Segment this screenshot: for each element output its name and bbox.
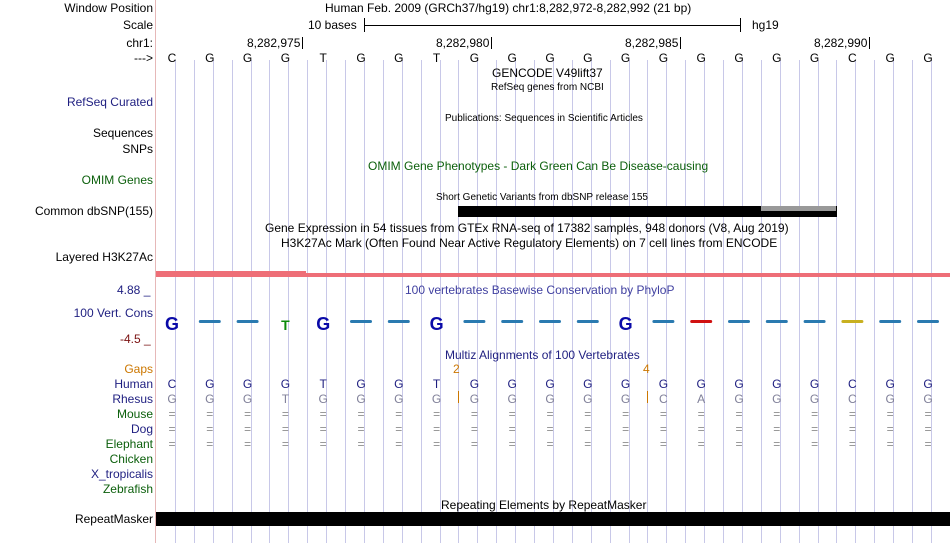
human-base: G (809, 377, 820, 391)
human-base: G (885, 377, 895, 391)
h3k27ac-track-title[interactable]: H3K27Ac Mark (Often Found Near Active Regulatory Elements) on 7 cell lines from ENCODE (281, 236, 778, 250)
phylop-min-label: -4.5 _ (120, 332, 151, 346)
window-position-label: Window Position (64, 1, 153, 15)
rhesus-base: G (356, 392, 366, 406)
human-base: G (658, 377, 669, 391)
human-base: T (319, 377, 327, 391)
repeat-track-title[interactable]: Repeating Elements by RepeatMasker (441, 498, 647, 512)
mouse-match: = (659, 407, 667, 421)
elephant-match: = (622, 437, 630, 451)
species-label[interactable]: Chicken (109, 452, 153, 466)
mouse-match: = (319, 407, 327, 421)
elephant-match: = (508, 437, 516, 451)
mouse-match: = (281, 407, 289, 421)
logo-stack (388, 320, 410, 323)
window-position-value: Human Feb. 2009 (GRCh37/hg19) chr1:8,282,972-8,282,992 (21 bp) (325, 1, 692, 15)
common-dbsnp-label[interactable]: Common dbSNP(155) (34, 204, 153, 218)
dog-match: = (622, 422, 630, 436)
logo-stack (804, 320, 826, 323)
h3k27ac-signal-peak (156, 271, 306, 273)
human-base: G (507, 377, 517, 391)
rhesus-base: G (318, 392, 328, 406)
mouse-match: = (697, 407, 705, 421)
base: T (432, 51, 441, 65)
rhesus-base: G (620, 392, 631, 406)
dog-match: = (319, 422, 327, 436)
rhesus-base: G (205, 392, 215, 406)
logo-stack (463, 320, 485, 323)
logo-stack (917, 320, 939, 323)
rhesus-base: G (583, 392, 593, 406)
scale-assembly-text: hg19 (752, 18, 779, 32)
logo-stack (841, 320, 863, 323)
mouse-match: = (206, 407, 214, 421)
logo-stack (237, 320, 259, 323)
rhesus-base: G (885, 392, 895, 406)
elephant-match: = (659, 437, 667, 451)
rhesus-base: G (431, 392, 442, 406)
logo-stack (766, 320, 788, 323)
species-label[interactable]: Zebrafish (102, 482, 153, 496)
logo-stack (652, 320, 674, 323)
mouse-match: = (622, 407, 630, 421)
gap-count-1: 2 (453, 362, 460, 376)
logo-letter: G (429, 314, 444, 334)
rhesus-base: G (167, 392, 177, 406)
dog-match: = (773, 422, 781, 436)
phylop-max-label: 4.88 _ (117, 283, 151, 297)
tick-8282980: 8,282,980 (436, 36, 492, 50)
elephant-match: = (811, 437, 819, 451)
dog-match: = (546, 422, 554, 436)
dog-match: = (244, 422, 252, 436)
logo-stack (690, 320, 712, 323)
base: G (583, 51, 593, 65)
elephant-match: = (470, 437, 478, 451)
base: G (356, 51, 366, 65)
species-label[interactable]: Mouse (116, 407, 153, 421)
logo-stack (501, 320, 523, 323)
dbsnp-track-title[interactable]: Short Genetic Variants from dbSNP release 155 (436, 192, 648, 203)
rhesus-base: G (734, 392, 744, 406)
dog-match: = (584, 422, 592, 436)
rhesus-base: G (923, 392, 933, 406)
human-base: G (923, 377, 933, 391)
rhesus-base: G (809, 392, 820, 406)
dog-match: = (924, 422, 932, 436)
rhesus-base: G (545, 392, 555, 406)
dog-match: = (433, 422, 441, 436)
logo-stack (577, 320, 599, 323)
mouse-match: = (811, 407, 819, 421)
rhesus-base: G (242, 392, 253, 406)
base: G (394, 51, 404, 65)
mouse-match: = (357, 407, 365, 421)
rhesus-base: T (281, 392, 290, 406)
mouse-match: = (924, 407, 932, 421)
human-base: G (280, 377, 291, 391)
gtex-track-title[interactable]: Gene Expression in 54 tissues from GTEx RNA-seq of 17382 samples, 948 donors (V8, Aug 2019) (265, 221, 789, 235)
human-base: G (242, 377, 253, 391)
human-base: G (205, 377, 215, 391)
base: G (620, 51, 631, 65)
mouse-match: = (433, 407, 441, 421)
base: G (923, 51, 933, 65)
base: G (658, 51, 669, 65)
rhesus-base: C (848, 392, 857, 406)
elephant-match: = (546, 437, 554, 451)
omim-genes-label[interactable]: OMIM Genes (81, 173, 153, 187)
gap-marker-2 (647, 391, 648, 403)
elephant-match: = (584, 437, 592, 451)
human-base: G (469, 377, 480, 391)
human-base: G (394, 377, 404, 391)
refseq-curated-label[interactable]: RefSeq Curated (66, 95, 153, 109)
base: G (696, 51, 706, 65)
logo-letter: G (618, 314, 633, 334)
multiz-track-title[interactable]: Multiz Alignments of 100 Vertebrates (445, 348, 640, 362)
scale-bar (364, 18, 741, 32)
elephant-match: = (848, 437, 856, 451)
dog-match: = (811, 422, 819, 436)
dog-match: = (395, 422, 403, 436)
human-base: G (545, 377, 555, 391)
species-label[interactable]: Elephant (105, 437, 153, 451)
logo-stack (728, 320, 750, 323)
conservation-logo (0, 312, 950, 342)
elephant-match: = (773, 437, 781, 451)
phylop-track-title[interactable]: 100 vertebrates Basewise Conservation by PhyloP (405, 283, 675, 297)
rhesus-base: G (507, 392, 517, 406)
logo-letter: G (316, 314, 331, 334)
logo-letter: T (281, 317, 290, 333)
base: G (280, 51, 291, 65)
gencode-track-title[interactable]: GENCODE V49lift37 (492, 66, 603, 80)
base: G (242, 51, 253, 65)
mouse-match: = (395, 407, 403, 421)
base: G (469, 51, 480, 65)
elephant-match: = (395, 437, 403, 451)
rhesus-base: G (469, 392, 480, 406)
mouse-match: = (773, 407, 781, 421)
mouse-match: = (584, 407, 592, 421)
base: G (772, 51, 782, 65)
human-base: G (356, 377, 366, 391)
chrom-label: chr1: (126, 36, 153, 50)
base: G (809, 51, 820, 65)
human-base: G (620, 377, 631, 391)
gap-marker-1 (458, 391, 459, 403)
mouse-match: = (546, 407, 554, 421)
base: G (545, 51, 555, 65)
dog-match: = (508, 422, 516, 436)
elephant-match: = (886, 437, 894, 451)
logo-stack (350, 320, 372, 323)
mouse-match: = (470, 407, 478, 421)
mouse-match: = (168, 407, 176, 421)
base: C (167, 51, 177, 65)
base: T (319, 51, 327, 65)
refseq-track-title[interactable]: RefSeq genes from NCBI (491, 82, 604, 93)
dog-match: = (357, 422, 365, 436)
h3k27ac-signal-bar (156, 273, 950, 277)
rhesus-base: C (659, 392, 668, 406)
strand-label: ---> (134, 51, 153, 65)
layered-h3k27ac-label[interactable]: Layered H3K27Ac (55, 250, 153, 264)
rhesus-base: G (394, 392, 404, 406)
base: G (507, 51, 517, 65)
elephant-match: = (357, 437, 365, 451)
vert-cons-label[interactable]: 100 Vert. Cons (73, 306, 153, 320)
human-base: G (734, 377, 744, 391)
gap-count-2: 4 (643, 362, 650, 376)
elephant-match: = (433, 437, 441, 451)
elephant-match: = (168, 437, 176, 451)
dog-match: = (886, 422, 894, 436)
dog-match: = (281, 422, 289, 436)
mouse-match: = (244, 407, 252, 421)
dog-match: = (168, 422, 176, 436)
tick-8282990: 8,282,990 (814, 36, 870, 50)
species-label[interactable]: Rhesus (112, 392, 153, 406)
base: C (848, 51, 857, 65)
tick-8282975: 8,282,975 (247, 36, 303, 50)
elephant-match: = (281, 437, 289, 451)
human-base: G (696, 377, 706, 391)
sequences-label[interactable]: Sequences (92, 126, 153, 140)
logo-stack (539, 320, 561, 323)
mouse-match: = (508, 407, 516, 421)
dbsnp-variant-shade (761, 206, 836, 211)
elephant-match: = (206, 437, 214, 451)
base: G (885, 51, 895, 65)
omim-track-title[interactable]: OMIM Gene Phenotypes - Dark Green Can Be Disease-causing (368, 159, 709, 173)
species-label[interactable]: Human (114, 377, 153, 391)
rhesus-base: A (697, 392, 706, 406)
human-base: T (432, 377, 441, 391)
human-base: C (167, 377, 177, 391)
dog-match: = (697, 422, 705, 436)
base: G (734, 51, 744, 65)
logo-stack (879, 320, 901, 323)
repeatmasker-bar[interactable] (156, 512, 950, 526)
publications-track-title[interactable]: Publications: Sequences in Scientific Articles (445, 113, 643, 124)
human-base: C (848, 377, 857, 391)
dog-match: = (735, 422, 743, 436)
dog-match: = (470, 422, 478, 436)
mouse-match: = (735, 407, 743, 421)
scale-bases-text: 10 bases (308, 18, 357, 32)
elephant-match: = (697, 437, 705, 451)
mouse-match: = (848, 407, 856, 421)
dog-match: = (659, 422, 667, 436)
logo-letter: G (164, 314, 180, 334)
elephant-match: = (244, 437, 252, 451)
logo-stack (199, 320, 221, 323)
dog-match: = (848, 422, 856, 436)
gaps-label: Gaps (124, 362, 153, 376)
human-base: G (772, 377, 782, 391)
mouse-match: = (886, 407, 894, 421)
snps-label[interactable]: SNPs (122, 142, 153, 156)
elephant-match: = (735, 437, 743, 451)
rhesus-base: G (772, 392, 782, 406)
repeatmasker-label[interactable]: RepeatMasker (74, 512, 153, 526)
human-base: G (583, 377, 593, 391)
dog-match: = (206, 422, 214, 436)
scale-label: Scale (122, 18, 153, 32)
species-label[interactable]: X_tropicalis (90, 467, 153, 481)
base: G (205, 51, 215, 65)
tick-8282985: 8,282,985 (625, 36, 681, 50)
elephant-match: = (924, 437, 932, 451)
species-label[interactable]: Dog (130, 422, 153, 436)
elephant-match: = (319, 437, 327, 451)
